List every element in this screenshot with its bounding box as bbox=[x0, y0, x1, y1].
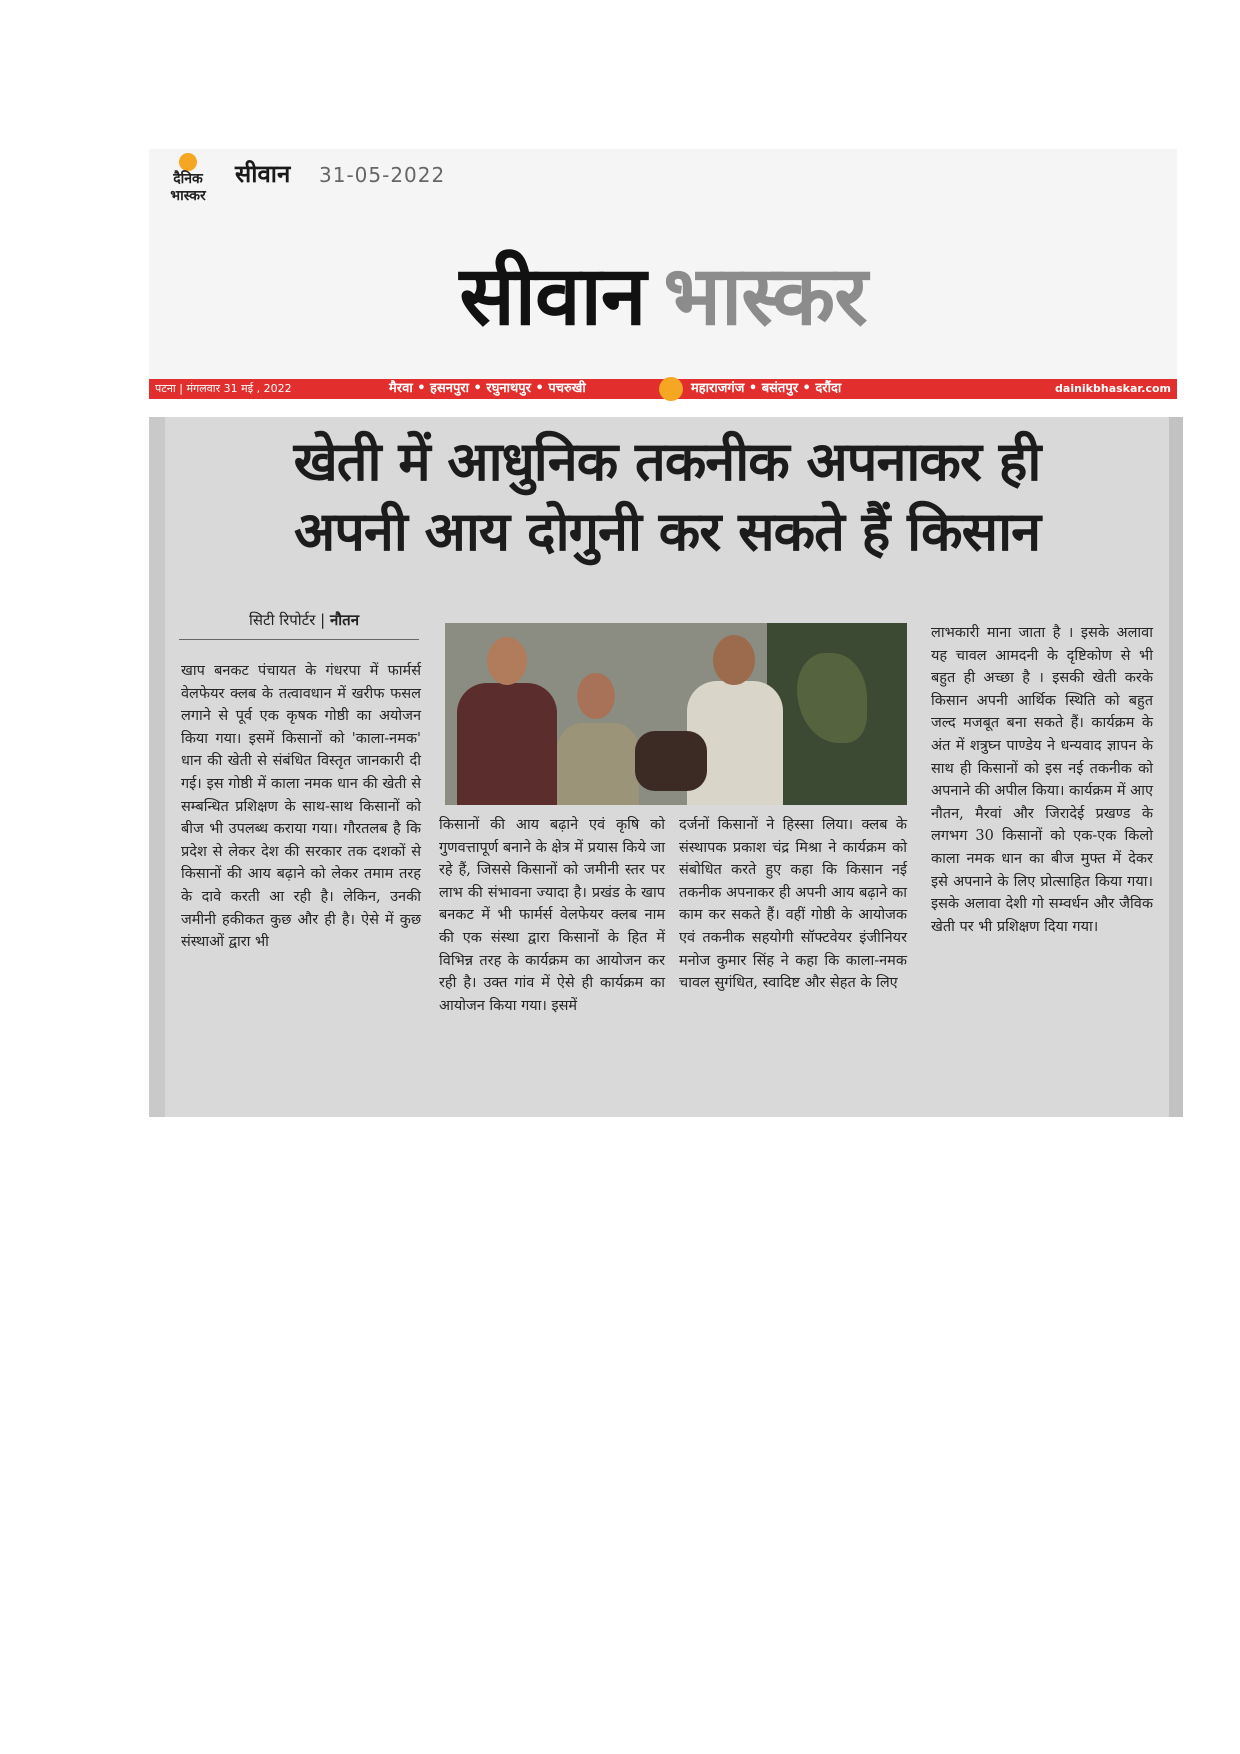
strip-places-right: महाराजगंज • बसंतपुर • दरौंदा bbox=[691, 381, 842, 396]
edition-date: 31-05-2022 bbox=[319, 163, 446, 187]
logo-brand-text: दैनिक भास्कर bbox=[170, 171, 206, 204]
article-photo bbox=[445, 623, 907, 805]
edition-city: सीवान bbox=[235, 160, 291, 188]
strip-website-link[interactable]: dainikbhaskar.com bbox=[1055, 382, 1171, 395]
byline-divider bbox=[179, 639, 419, 640]
article-column-4: लाभकारी माना जाता है । इसके अलावा यह चावल आमदनी के दृष्टिकोण से भी बहुत ही अच्छा है । इसकी खेती करके किसान अपनी आर्थिक स्थिति को बहुत जल्द मजबूत बना सकते हैं। कार्यक्रम के अंत में शत्रुघ्न पाण्डेय ने धन्यवाद ज्ञापन के साथ ही किसानों को इस नई तकनीक को अपनाने की अपील किया। कार्यक्रम में आए नौतन, मैरवां और जिरादेई प्रखण्ड के लगभग 30 किसानों को एक-एक किलो काला नमक धान का बीज मुफ्त में देकर इसे अपनाने के लिए प्रोत्साहित किया गया। इसके अलावा देशी गो सम्वर्धन और जैविक खेती पर भी प्रशिक्षण दिया गया। bbox=[931, 625, 1153, 935]
sun-dot-icon bbox=[659, 377, 683, 401]
byline-place: नौतन bbox=[329, 611, 360, 629]
clipping-left-edge bbox=[149, 417, 165, 1117]
byline-label: सिटी रिपोर्टर | bbox=[249, 611, 326, 629]
byline bbox=[249, 610, 359, 630]
headline-line-1: खेती में आधुनिक तकनीक अपनाकर ही bbox=[293, 430, 1041, 493]
dainik-bhaskar-logo[interactable] bbox=[157, 153, 219, 211]
article-column-1: खाप बनकट पंचायत के गंधरपा में फार्मर्स वेलफेयर क्लब के तत्वावधान में खरीफ फसल लगाने से पूर्व एक कृषक गोष्ठी का अयोजन किया गया। इसमें किसानों को 'काला-नमक' धान की खेती से संबंधित विस्तृत जानकारी दी गई। इस गोष्ठी में काला नमक धान की खेती से सम्बन्धित प्रशिक्षण के साथ-साथ किसानों को बीज भी उपलब्ध कराया गया। गौरतलब है कि प्रदेश से लेकर देश की सरकार तक दशकों से किसानों की आय बढ़ाने को लेकर तमाम तरह के दावे करती आ रही है। लेकिन, उनकी जमीनी हकीकत कुछ और ही है। ऐसे में कुछ संस्थाओं द्वारा भी bbox=[181, 663, 421, 951]
masthead-brand: भास्कर bbox=[663, 249, 867, 344]
headline-line-2: अपनी आय दोगुनी कर सकते हैं किसान bbox=[293, 500, 1041, 563]
masthead bbox=[149, 249, 1177, 345]
strip-date: पटना | मंगलवार 31 मई , 2022 bbox=[155, 382, 292, 395]
edition-strip bbox=[149, 379, 1177, 399]
clipping-right-edge bbox=[1169, 417, 1183, 1117]
news-clipping bbox=[149, 417, 1183, 1117]
article-column-3: दर्जनों किसानों ने हिस्सा लिया। क्लब के संस्थापक प्रकाश चंद्र मिश्रा ने कार्यक्रम को संबोधित करते हुए कहा कि किसान नई तकनीक अपनाकर ही अपनी आय बढ़ाने का काम कर सकते हैं। वहीं गोष्ठी के आयोजक एवं तकनीक सहयोगी सॉफ्टवेयर इंजीनियर मनोज कुमार सिंह ने कहा कि काला-नमक चावल सुगंधित, स्वादिष्ट और सेहत के लिए bbox=[679, 817, 907, 992]
sun-icon bbox=[179, 153, 197, 171]
article-column-2: किसानों की आय बढ़ाने एवं कृषि को गुणवत्तापूर्ण बनाने के क्षेत्र में प्रयास किये जा रहे हैं, जिससे किसानों को जमीनी स्तर पर लाभ की संभावना ज्यादा है। प्रखंड के खाप बनकट में भी फार्मर्स वेलफेयर क्लब नाम की एक संस्था द्वारा किसानों के हित में विभिन्न तरह के कार्यक्रम का आयोजन कर रही है। उक्त गांव में ऐसे ही कार्यक्रम का आयोजन किया गया। इसमें bbox=[439, 817, 665, 1014]
strip-places-left: मैरवा • हसनपुरा • रघुनाथपुर • पचरुखी bbox=[389, 381, 586, 396]
epaper-header bbox=[149, 149, 1177, 396]
masthead-city: सीवान bbox=[459, 249, 646, 344]
article-headline bbox=[167, 427, 1167, 567]
